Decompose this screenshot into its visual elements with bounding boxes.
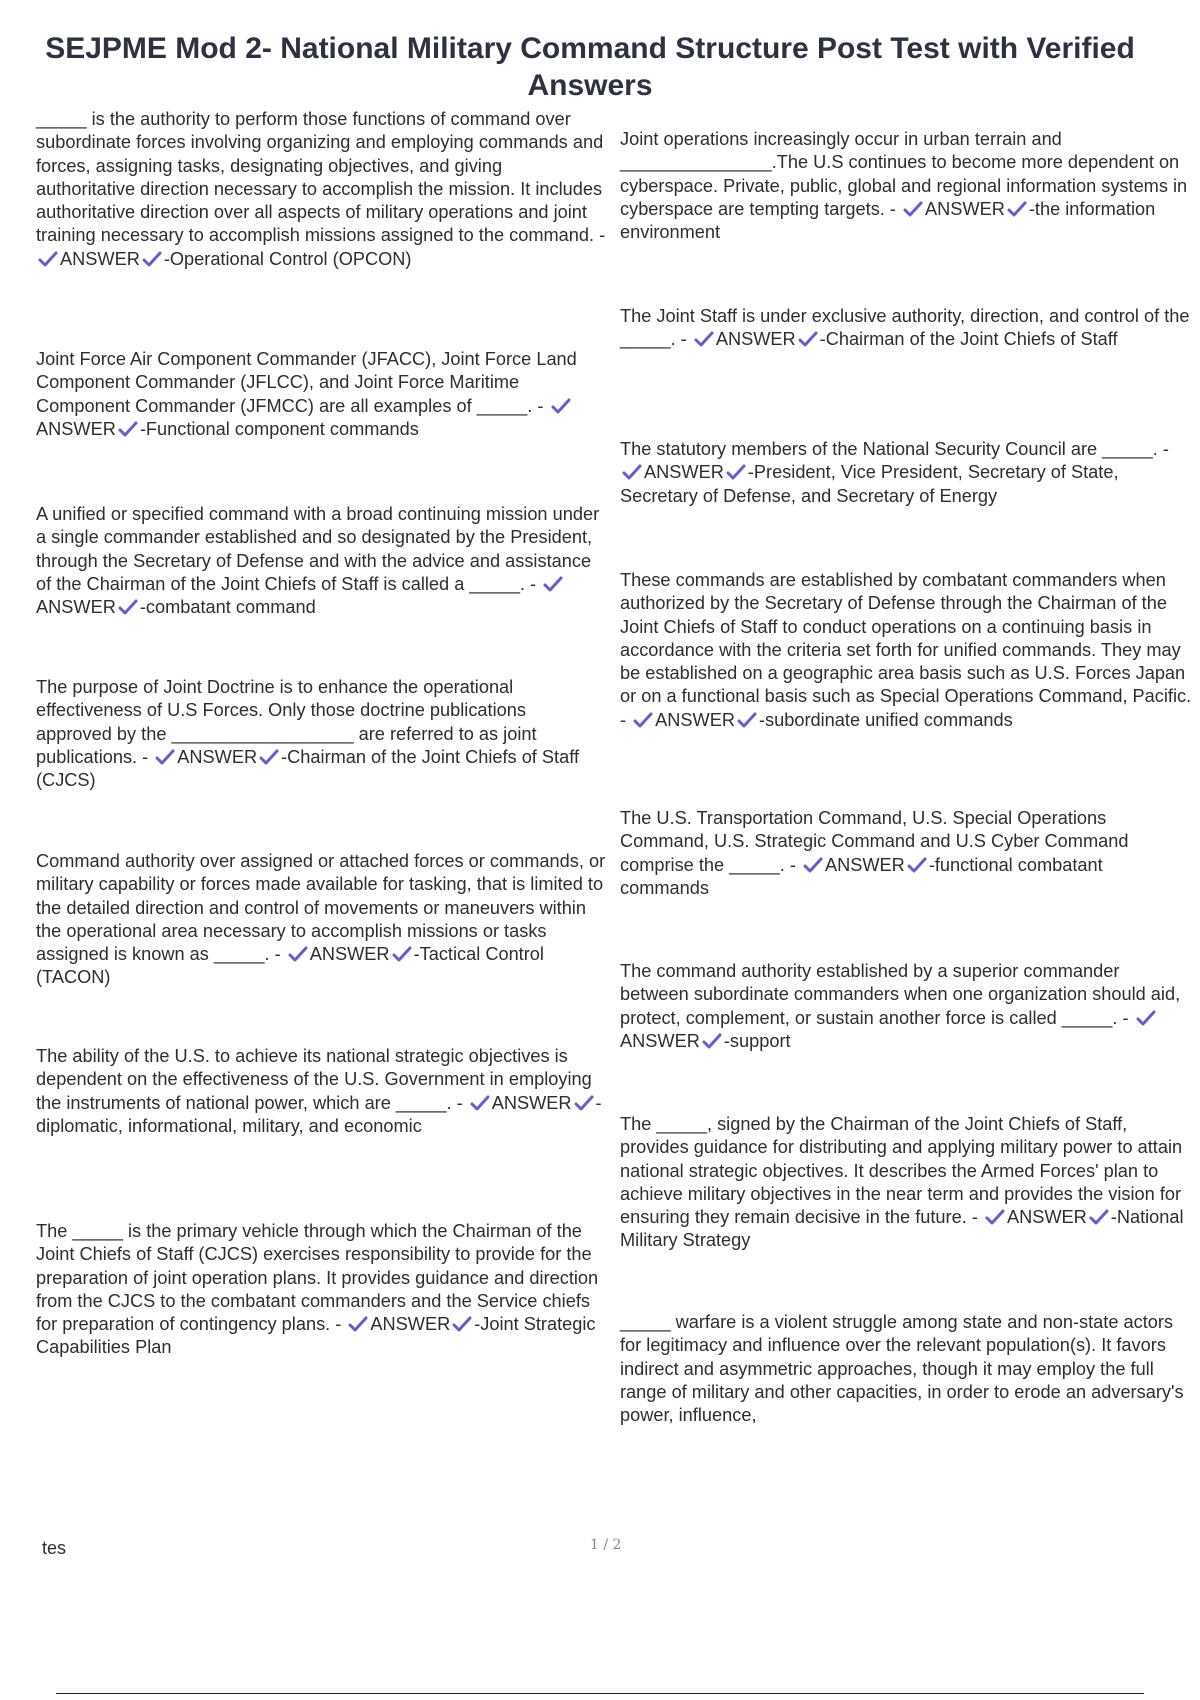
- question-item: [36, 1220, 606, 1360]
- question-item: [36, 108, 606, 271]
- question-prompt: Command authority over assigned or attached forces or commands, or military capability or forces made available for tasking, that is limited to the detailed direction and control of movements or maneuvers within the operational area necessary to accomplish missions or tasks assigned is known as _____. -: [36, 851, 606, 965]
- answer-marker: ANSWER: [177, 746, 258, 767]
- question-item: [36, 348, 606, 441]
- checkmark-icon: [288, 946, 308, 962]
- checkmark-icon: [142, 251, 162, 267]
- answer-marker: ANSWER: [370, 1314, 451, 1335]
- checkmark-icon: [574, 1095, 594, 1111]
- question-item: [620, 128, 1192, 244]
- checkmark-icon: [551, 398, 571, 414]
- question-item: [620, 960, 1192, 1053]
- checkmark-icon: [985, 1209, 1005, 1225]
- checkmark-icon: [1007, 201, 1027, 217]
- question-item: [36, 1045, 606, 1138]
- answer-text: -diplomatic, informational, military, and economic: [36, 1092, 602, 1136]
- question-item: [620, 807, 1192, 900]
- answer-marker: ANSWER: [1006, 1207, 1087, 1228]
- answer-text: -President, Vice President, Secretary of State, Secretary of Defense, and Secretary of Energy: [620, 462, 1119, 506]
- checkmark-icon: [392, 946, 412, 962]
- checkmark-icon: [1089, 1209, 1109, 1225]
- answer-marker: ANSWER: [655, 709, 735, 730]
- question-item: [620, 569, 1192, 732]
- checkmark-icon: [348, 1316, 368, 1332]
- answer-text: -Chairman of the Joint Chiefs of Staff: [819, 329, 1118, 350]
- checkmark-icon: [470, 1095, 490, 1111]
- answer-text: -Operational Control (OPCON): [163, 248, 412, 269]
- checkmark-icon: [803, 857, 823, 873]
- checkmark-icon: [633, 712, 653, 728]
- question-item: [620, 1311, 1192, 1427]
- checkmark-icon: [1136, 1010, 1156, 1026]
- checkmark-icon: [726, 464, 746, 480]
- question-prompt: Joint Force Air Component Commander (JFACC), Joint Force Land Component Commander (JFLCC), and Joint Force Maritime Component Commander (JFMCC) are all examples of _____. -: [36, 349, 577, 416]
- checkmark-icon: [118, 421, 138, 437]
- answer-text: -support: [723, 1030, 791, 1051]
- answer-marker: ANSWER: [491, 1092, 572, 1113]
- checkmark-icon: [543, 576, 563, 592]
- question-prompt: The Joint Staff is under exclusive authority, direction, and control of the _____. -: [620, 306, 1190, 350]
- checkmark-icon: [737, 712, 757, 728]
- checkmark-icon: [622, 464, 642, 480]
- question-prompt: _____ is the authority to perform those functions of command over subordinate forces involving organizing and employing commands and forces, assigning tasks, designating objectives, and giving authoritative direction necessary to accomplish the mission. It includes authoritative direction over all aspects of military operations and joint training necessary to accomplish missions assigned to the command. -: [36, 109, 606, 246]
- question-prompt: These commands are established by combatant commanders when authorized by the Secretary of Defense through the Chairman of the Joint Chiefs of Staff to conduct operations on a continuing basis in accordance with the criteria set forth for unified commands. They may be established on a geographic area basis such as U.S. Forces Japan or on a functional basis such as Special Operations Command, Pacific. -: [620, 570, 1192, 730]
- checkmark-icon: [259, 749, 279, 765]
- question-prompt: The ability of the U.S. to achieve its national strategic objectives is dependent on the effectiveness of the U.S. Government in employing the instruments of national power, which are _____. -: [36, 1046, 592, 1113]
- checkmark-icon: [907, 857, 927, 873]
- answer-marker: ANSWER: [309, 944, 390, 965]
- question-item: [620, 1113, 1192, 1253]
- footer-note: tes: [42, 1538, 67, 1558]
- answer-text: -Joint Strategic Capabilities Plan: [36, 1314, 596, 1358]
- answer-marker: ANSWER: [824, 854, 905, 875]
- question-prompt: A unified or specified command with a broad continuing mission under a single commander established and so designated by the President, through the Secretary of Defense and with the advice and assistance of the Chairman of the Joint Chiefs of Staff is called a _____. -: [36, 504, 600, 594]
- question-prompt: Joint operations increasingly occur in urban terrain and _______________.The U.S continues to become more dependent on cyberspace. Private, public, global and regional information systems in cyberspace are tempting targets. -: [620, 129, 1188, 219]
- answer-marker: ANSWER: [644, 462, 724, 483]
- question-item: [620, 438, 1192, 508]
- bottom-divider: [56, 1693, 1144, 1694]
- checkmark-icon: [694, 331, 714, 347]
- answer-text: -functional combatant commands: [620, 854, 1103, 898]
- question-prompt: The _____ is the primary vehicle through which the Chairman of the Joint Chiefs of Staff (CJCS) exercises responsibility to provide for the preparation of joint operation plans. It provides guidance and direction from the CJCS to the combatant commanders and the Service chiefs for preparation of contingency plans. -: [36, 1221, 599, 1335]
- question-item: [620, 305, 1192, 352]
- answer-text: -the information environment: [620, 198, 1156, 243]
- answer-text: -combatant command: [139, 597, 316, 618]
- checkmark-icon: [452, 1316, 472, 1332]
- answer-text: -Tactical Control (TACON): [36, 944, 544, 988]
- question-prompt: The command authority established by a superior commander between subordinate commanders when one organization should aid, protect, complement, or sustain another force is called _____. -: [620, 961, 1181, 1028]
- question-item: [36, 503, 606, 619]
- document-title: SEJPME Mod 2- National Military Command Structure Post Test with Verified Answers: [45, 32, 1135, 102]
- question-prompt: The _____, signed by the Chairman of the Joint Chiefs of Staff, provides guidance for distributing and applying military power to attain national strategic objectives. It describes the Armed Forces' plan to achieve military objectives in the near term and provides the vision for ensuring they remain decisive in the future. -: [620, 1114, 1183, 1228]
- answer-text: -subordinate unified commands: [758, 709, 1013, 730]
- question-prompt: The purpose of Joint Doctrine is to enhance the operational effectiveness of U.S Forces. Only those doctrine publications approved by the __________________ are referred to as joint publications. -: [36, 677, 537, 767]
- checkmark-icon: [903, 201, 923, 217]
- answer-text: -Functional component commands: [139, 418, 419, 439]
- answer-marker: ANSWER: [60, 248, 140, 269]
- checkmark-icon: [798, 331, 818, 347]
- checkmark-icon: [118, 599, 138, 615]
- question-item: [36, 850, 606, 990]
- answer-marker: ANSWER: [620, 1030, 700, 1051]
- page-number: 1 / 2: [590, 1537, 622, 1553]
- checkmark-icon: [702, 1033, 722, 1049]
- question-prompt: _____ warfare is a violent struggle among state and non-state actors for legitimacy and influence over the relevant population(s). It favors indirect and asymmetric approaches, though it may employ the full range of military and other capacities, in order to erode an adversary's power, influence,: [620, 1312, 1184, 1426]
- answer-text: -Chairman of the Joint Chiefs of Staff (CJCS): [36, 746, 579, 791]
- checkmark-icon: [155, 749, 175, 765]
- answer-marker: ANSWER: [36, 597, 116, 618]
- answer-marker: ANSWER: [715, 329, 796, 350]
- question-item: [36, 676, 606, 792]
- answer-marker: ANSWER: [925, 198, 1005, 219]
- question-prompt: The U.S. Transportation Command, U.S. Special Operations Command, U.S. Strategic Command and U.S Cyber Command comprise the _____. -: [620, 808, 1129, 875]
- question-prompt: The statutory members of the National Security Council are _____. -: [620, 439, 1169, 459]
- answer-text: -National Military Strategy: [620, 1207, 1184, 1251]
- checkmark-icon: [38, 251, 58, 267]
- answer-marker: ANSWER: [36, 418, 116, 439]
